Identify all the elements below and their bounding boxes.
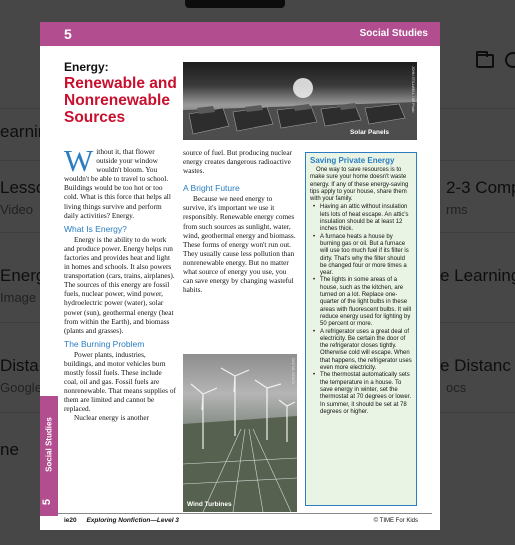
footer-book-title: Exploring Nonfiction—Level 3 — [86, 517, 179, 524]
side-tab — [40, 396, 58, 516]
footer-code: ie20 — [64, 517, 77, 524]
solar-panels-photo — [183, 62, 417, 140]
drop-cap: W — [64, 147, 94, 178]
wind-turbines-illustration — [183, 354, 297, 512]
article-column-2 — [183, 148, 297, 294]
article-headline: Renewable and Nonrenewable Sources — [64, 75, 177, 126]
footer-divider — [58, 513, 432, 514]
energy-tips-sidebar — [305, 152, 417, 506]
page-footer — [64, 517, 179, 524]
section-title: Social Studies — [359, 28, 428, 39]
wind-turbines-photo — [183, 354, 297, 512]
tip-item: • The thermostat automatically sets the temperature in a house. To save energy in winter, set the thermostat at 70 degrees or lower. In summer, it should be set at 78 degrees or higher. — [310, 372, 412, 416]
sidebar-title: Saving Private Energy — [310, 156, 395, 165]
paragraph-burning-problem: Power plants, industries, buildings, and motor vehicles burn mostly fossil fuels. These include coal, oil and gas. Fossil fuels are nonrenewable. That means supplies of them are limited and cannot be replaced. — [64, 349, 176, 414]
page-header-bar — [40, 22, 440, 46]
subhead-what-is-energy: What Is Energy? — [64, 223, 127, 234]
subhead-burning-problem: The Burning Problem — [64, 338, 145, 349]
energy-tips-list — [310, 204, 412, 416]
tip-item: • Having an attic without insulation lets lots of heat escape. An attic's insulation should be at least 12 inches thick. — [310, 204, 412, 233]
intro-text: ithout it, that flower outside your window wouldn't bloom. You wouldn't be able to travel to school. Buildings would be too hot or too cold. What is this force that helps all living things survive and perform daily activities? Energy. — [64, 147, 171, 220]
article-column-1 — [64, 147, 176, 423]
sidebar-intro: One way to save resources is to make sure your home doesn't waste energy. If any of these energy-saving tips apply to your house, share them with your family. — [310, 167, 409, 203]
wind-photo-credit: DIGITAL STOCK — [291, 358, 295, 385]
side-tab-number: 5 — [41, 498, 54, 506]
intro-paragraph — [64, 147, 176, 220]
paragraph-nuclear-start: Nuclear energy is another — [74, 413, 150, 423]
tip-item: • The lights in some areas of a house, such as the kitchen, are turned on a lot. Replace one-quarter of the light bulbs in these areas with fluorescent bulbs. It will reduce energy used for lighting by 50 percent or more. — [310, 277, 412, 328]
footer-copyright: © TIME For Kids — [373, 518, 418, 524]
solar-panels-caption: Solar Panels — [349, 129, 389, 136]
wind-turbines-caption: Wind Turbines — [187, 501, 232, 508]
tip-item: • A refrigerator uses a great deal of electricity. Be certain the door of the refrigerator closes tightly. Otherwise cold will escape. When that happens, the refrigerator uses even more electricity. — [310, 329, 412, 373]
solar-photo-credit: JOHN STILLWELL / AP Photo — [411, 66, 415, 113]
page-number: 5 — [64, 26, 72, 42]
subhead-bright-future: A Bright Future — [183, 183, 240, 194]
article-kicker: Energy: — [64, 60, 109, 74]
document-page — [40, 22, 440, 530]
tip-item: • A furnace heats a house by burning gas or oil. But a furnace will use too much fuel if its filter is dirty. That's why the filter should be changed four or more times a year. — [310, 234, 412, 278]
side-tab-label: Social Studies — [44, 417, 54, 472]
paragraph-what-is-energy: Energy is the ability to do work and produce power. Energy helps run factories and provides heat and light in homes and schools. It also powers transportation (cars, trains, airplanes). The sources of this energy are fossil fuels, nuclear power, wind power, hydroelectric power (water), solar power (sun), geothermal energy (heat from within the Earth), and biomass (plants and grasses). — [64, 234, 175, 335]
paragraph-nuclear-continued: source of fuel. But producing nuclear energy creates dangerous radioactive wastes. — [183, 148, 293, 176]
paragraph-bright-future: Because we need energy to survive, it's important we use it responsibly. Renewable energy comes from such sources as sunlight, water, wind, geothermal energy and biomass. These forms of energy won't run out. They usually cause less pollution than nonrenewable energy. But no matter what source of energy you use, you can save energy by changing wasteful habits. — [183, 194, 296, 295]
